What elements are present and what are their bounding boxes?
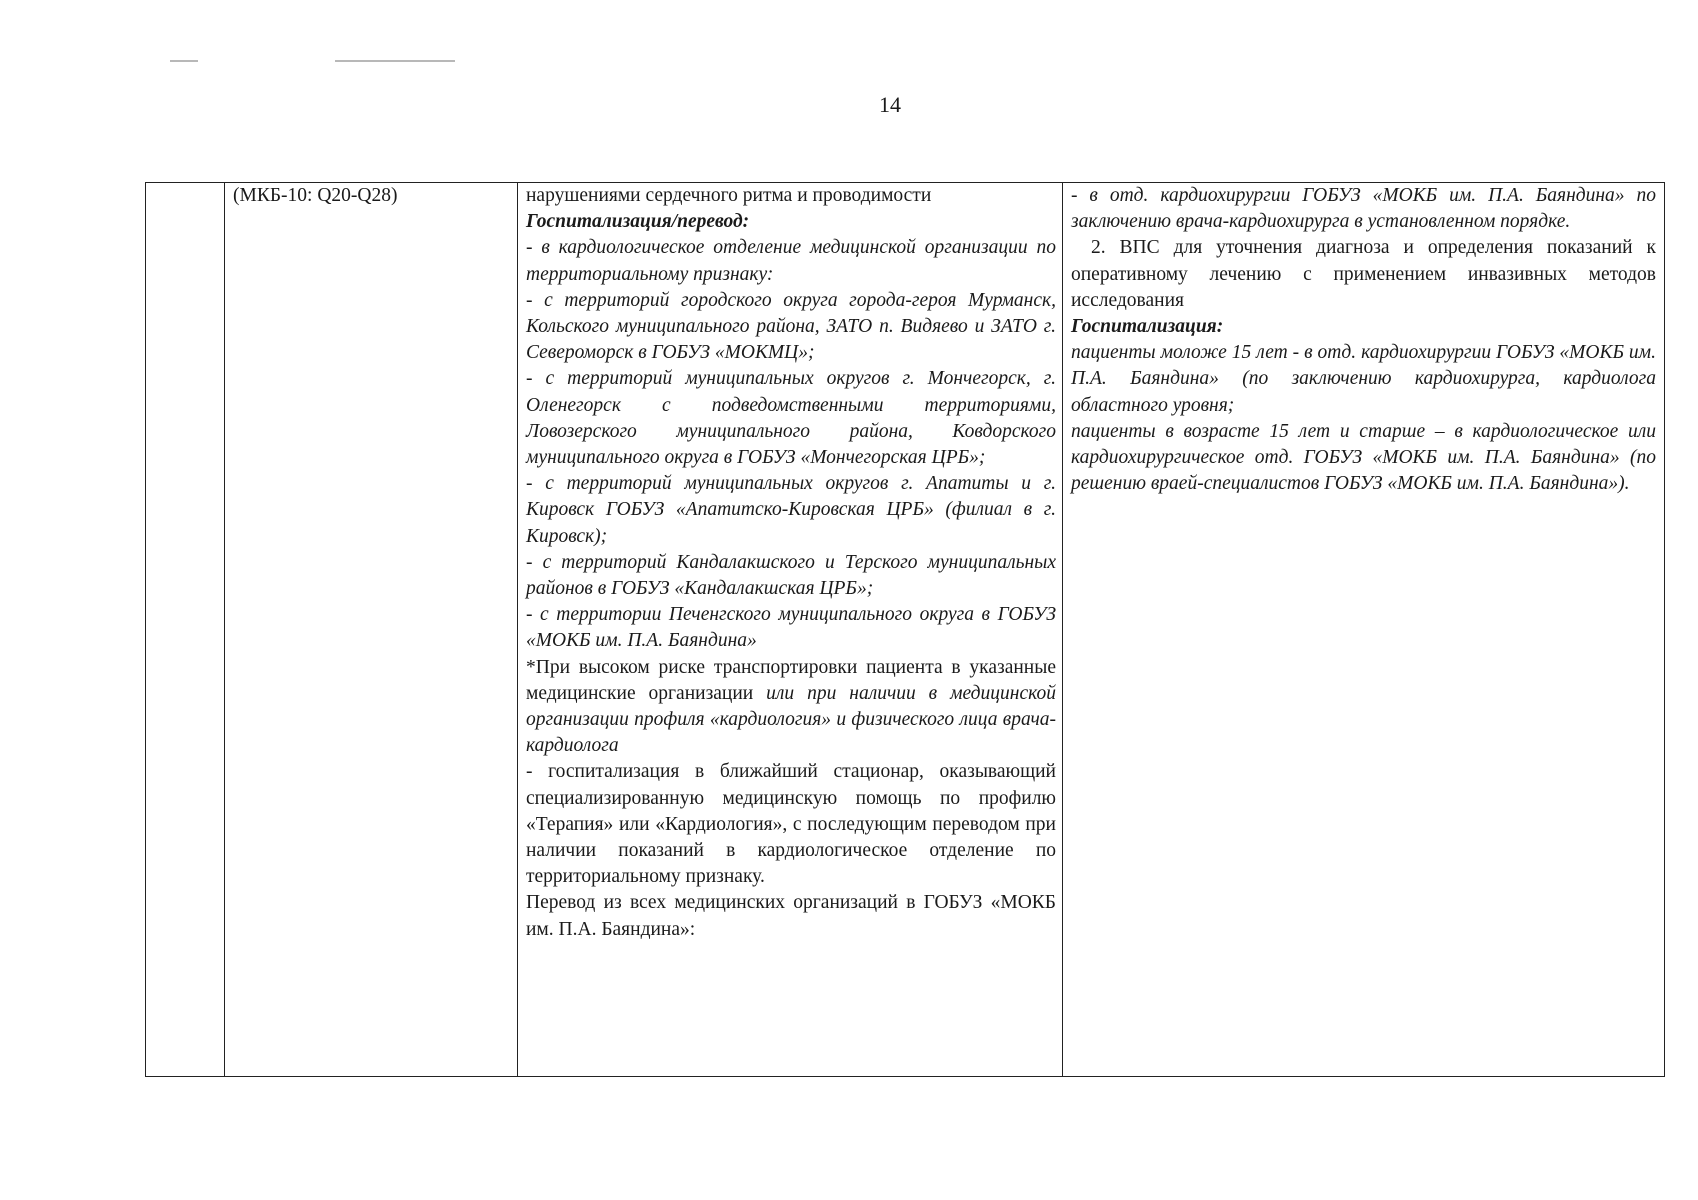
hospitalization-heading: Госпитализация: [1071, 316, 1224, 338]
scan-artifact [335, 60, 455, 62]
scan-artifact [170, 60, 198, 62]
route-item: - с территории Печенгского муниципального округа в ГОБУЗ «МОКБ им. П.А. Баяндина» [526, 604, 1056, 652]
table-cell-surgery [1063, 183, 1665, 1077]
route-item: - с территорий муниципальных округов г. Апатиты и г. Кировск ГОБУЗ «Апатитско-Кировская ЦРБ» (филиал в г. Кировск); [526, 473, 1056, 547]
document-table [145, 182, 1665, 1077]
surgery-referral: - в отд. кардиохирургии ГОБУЗ «МОКБ им. П.А. Баяндина» по заключению врача-кардиохирурга в установленном порядке. [1071, 185, 1656, 233]
route-item: - в кардиологическое отделение медицинской организации по территориальному признаку: [526, 237, 1056, 285]
routing-heading: Госпитализация/перевод: [526, 211, 750, 233]
risk-note-italic: или при наличии в медицинской организации профиля «кардиология» и физического лица врача-кардиолога [526, 682, 1057, 757]
table-cell-diagnosis [225, 183, 518, 1077]
risk-note [526, 655, 1056, 760]
item-2: 2. ВПС для уточнения диагноза и определения показаний к оперативному лечению с применением инвазивных методов исследования [1071, 237, 1656, 311]
risk-note-normal: *При высоком риске транспортировки пациента в указанные медицинские организации [526, 656, 1056, 704]
transfer-note: Перевод из всех медицинских организаций в ГОБУЗ «МОКБ им. П.А. Баяндина»: [526, 892, 1056, 940]
diagnosis-code: (МКБ-10: Q20-Q28) [233, 185, 398, 206]
hospitalization-note: - госпитализация в ближайший стационар, оказывающий специализированную медицинскую помощь по профилю «Терапия» или «Кардиология», с последующим переводом при наличии показаний в кардиологическое отделение по территориальному признаку. [526, 761, 1056, 888]
route-item: - с территорий муниципальных округов г. Мончегорск, г. Оленегорск с подведомственными территориями, Ловозерского муниципального района, Ковдорского муниципального округа в ГОБУЗ «Мончегорская ЦРБ»; [526, 368, 1056, 469]
route-item: - с территорий Кандалакшского и Терского муниципальных районов в ГОБУЗ «Кандалакшская ЦРБ»; [526, 551, 1056, 600]
over-15-note: пациенты в возрасте 15 лет и старше – в кардиологическое или кардиохирургическое отд. ГОБУЗ «МОКБ им. П.А. Баяндина» (по решению враей-специалистов ГОБУЗ «МОКБ им. П.А. Баяндина»). [1071, 420, 1656, 495]
table-row [146, 183, 1665, 1077]
table-cell-number [146, 183, 225, 1077]
under-15-note: пациенты моложе 15 лет - в отд. кардиохирургии ГОБУЗ «МОКБ им. П.А. Баяндина» (по заключению кардиохирурга, кардиолога областного уровня; [1071, 342, 1656, 416]
page-number: 14 [879, 92, 901, 117]
route-item: - с территорий городского округа города-героя Мурманск, Кольского муниципального района, ЗАТО п. Видяево и ЗАТО г. Североморск в ГОБУЗ «МОКМЦ»; [526, 289, 1056, 364]
intro-text: нарушениями сердечного ритма и проводимости [526, 185, 932, 206]
table-cell-routing [518, 183, 1063, 1077]
